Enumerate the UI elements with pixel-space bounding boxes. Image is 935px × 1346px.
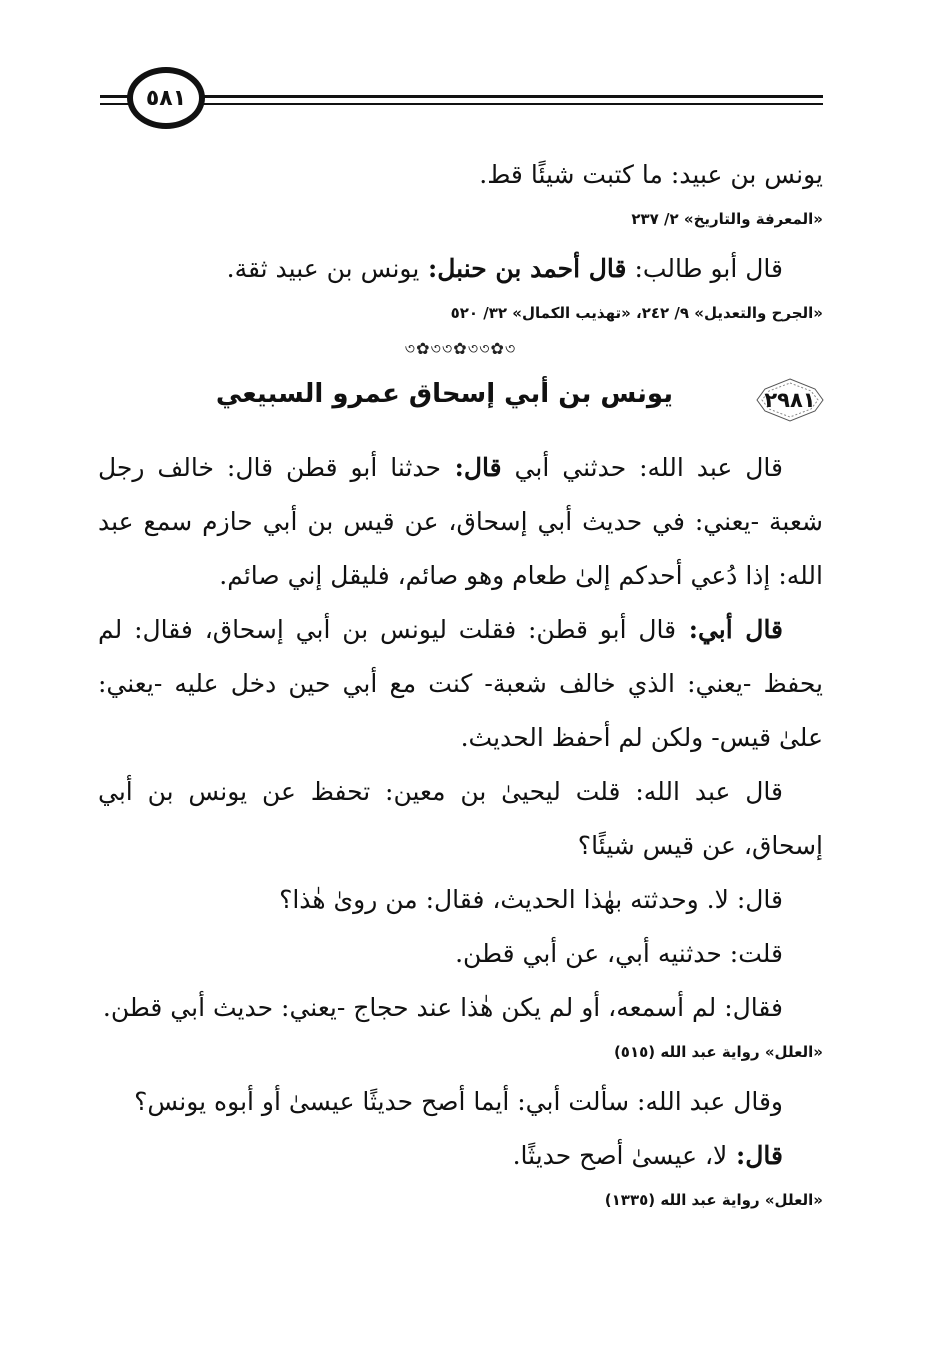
text-run: قال أبو طالب: — [626, 254, 783, 283]
entry-number: ٢٩٨١ — [764, 388, 816, 412]
ornamental-separator: ৩✿৩৩✿৩৩✿৩ — [404, 339, 517, 358]
header-rule-left-thin — [100, 103, 130, 105]
header-rule-left — [100, 95, 130, 98]
page-header — [0, 0, 935, 140]
paragraph — [98, 1129, 823, 1183]
paragraph: قال عبد الله: قلت ليحيىٰ بن معين: تحفظ عن يونس بن أبي إسحاق، عن قيس شيئًا؟ — [98, 777, 823, 860]
bold-text-run: قال أحمد بن حنبل: — [419, 254, 627, 283]
header-rule-right — [203, 95, 823, 98]
paragraph — [98, 603, 823, 765]
paragraph: يونس بن عبيد: ما كتبت شيئًا قط. — [479, 160, 823, 189]
text-run: قال عبد الله: حدثني أبي — [501, 453, 783, 482]
paragraph: قال: لا. وحدثته بهٰذا الحديث، فقال: من روىٰ هٰذا؟ — [279, 885, 783, 914]
paragraph — [98, 441, 823, 603]
footnote-reference: «العلل» رواية عبد الله (٥١٥) — [613, 1043, 823, 1061]
footnote-reference: «العلل» رواية عبد الله (١٣٣٥) — [604, 1191, 823, 1209]
text-run: لا، عيسىٰ أصح حديثًا. — [512, 1141, 728, 1170]
entry-heading — [98, 371, 823, 435]
text-run: قال أبو قطن: فقلت ليونس بن أبي إسحاق، فقال: لم يحفظ -يعني: الذي خالف شعبة- كنت مع أبي حين دخل عليه -يعني: علىٰ قيس- ولكن لم أحفظ الحديث. — [98, 615, 823, 752]
bold-text-run: قال: — [440, 453, 502, 482]
paragraph: قلت: حدثنيه أبي، عن أبي قطن. — [455, 939, 783, 968]
text-run: يونس بن عبيد ثقة. — [226, 254, 420, 283]
paragraph — [98, 242, 823, 296]
bold-text-run: قال: — [727, 1141, 783, 1170]
footnote-reference: «المعرفة والتاريخ» ٢/ ٢٣٧ — [631, 210, 823, 228]
text-run: حدثنا أبو قطن قال: خالف رجل شعبة -يعني: في حديث أبي إسحاق، عن قيس بن أبي حازم سمع عبد الله: إذا دُعي أحدكم إلىٰ طعام وهو صائم، فليقل إني صائم. — [98, 453, 823, 590]
paragraph: وقال عبد الله: سألت أبي: أيما أصح حديثًا عيسىٰ أو أبوه يونس؟ — [134, 1087, 783, 1116]
page-content — [98, 148, 823, 1223]
entry-number-badge — [755, 377, 825, 423]
footnote-reference: «الجرح والتعديل» ٩/ ٢٤٢، «تهذيب الكمال» ٣٢/ ٥٢٠ — [450, 304, 823, 322]
header-rule-right-thin — [203, 103, 823, 105]
entry-title: يونس بن أبي إسحاق عمرو السبيعي — [215, 379, 673, 409]
paragraph: فقال: لم أسمعه، أو لم يكن هٰذا عند حجاج -يعني: حديث أبي قطن. — [102, 993, 783, 1022]
bold-text-run: قال أبي: — [676, 615, 784, 644]
page-number: ٥٨١ — [127, 67, 205, 129]
